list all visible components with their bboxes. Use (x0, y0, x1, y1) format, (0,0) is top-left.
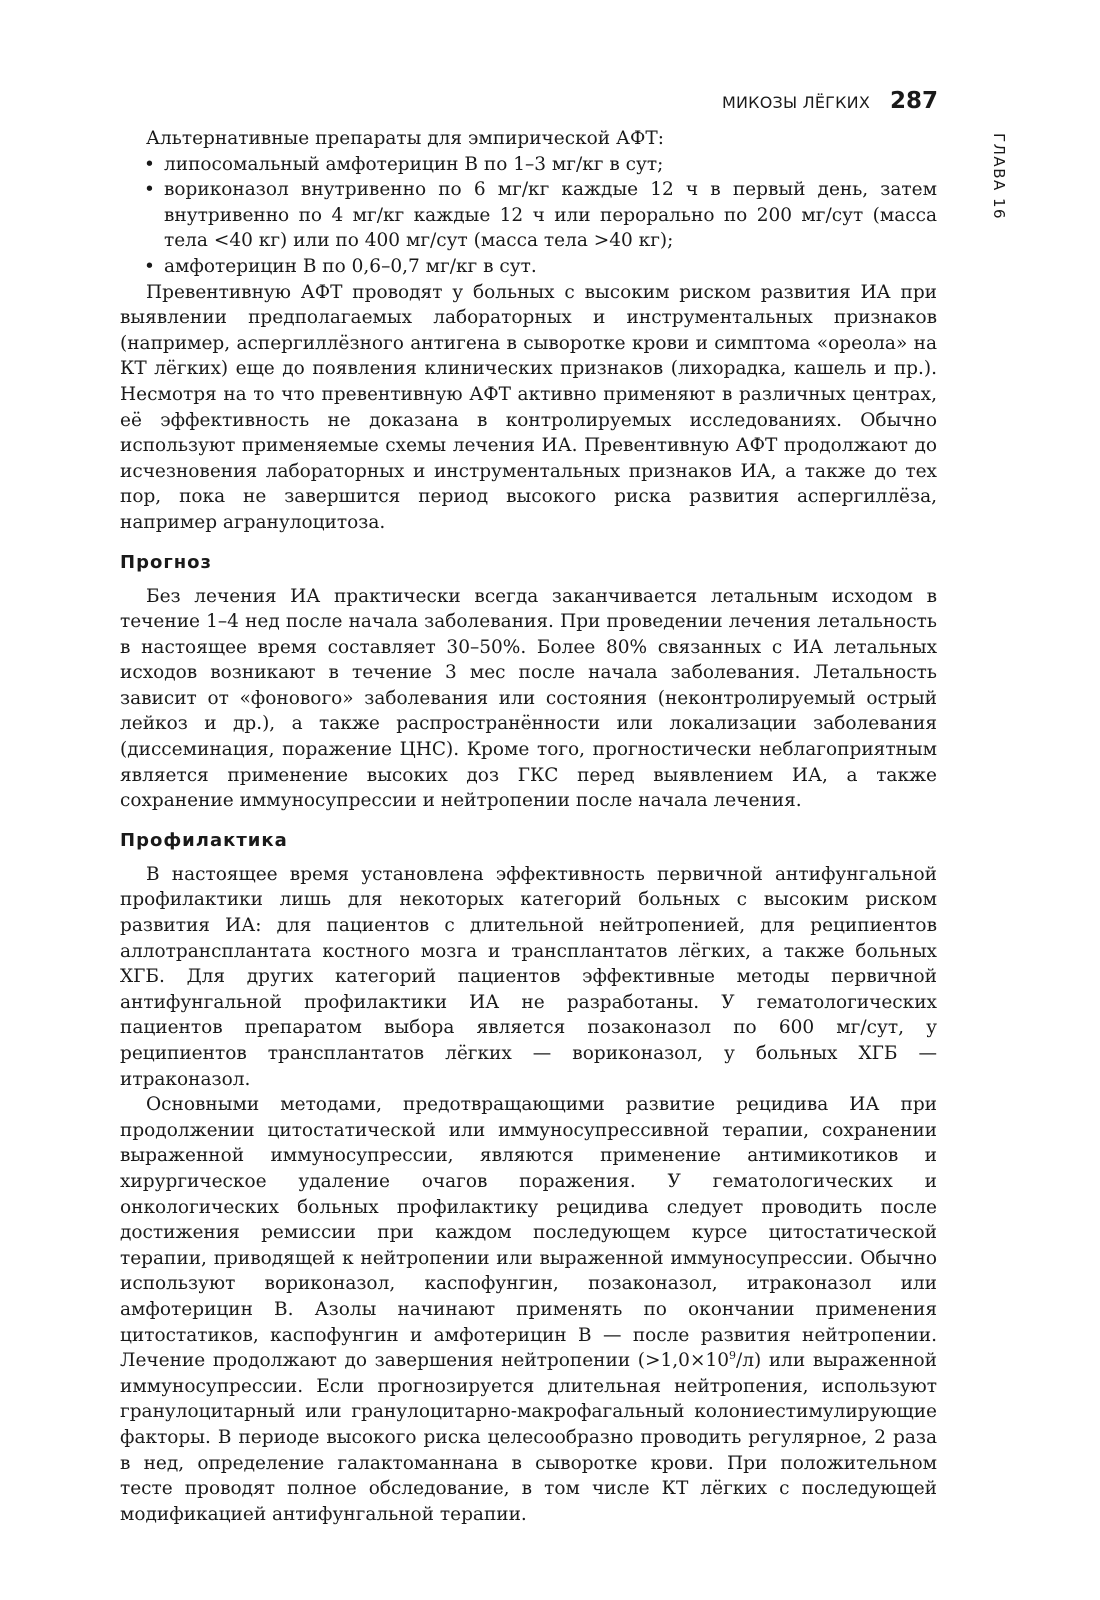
prognosis-paragraph: Без лечения ИА практически всегда заканчивается летальным исходом в течение 1–4 нед после начала заболевания. При проведении лечения летальность в настоящее время составляет 30–50%. Более 80% связанных с ИА летальных исходов возникают в течение 3 мес после начала заболевания. Летальность зависит от «фонового» заболевания или состояния (неконтролируемый острый лейкоз и др.), а также распространённости или локализации заболевания (диссеминация, поражение ЦНС). Кроме того, прогностически неблагоприятным является применение высоких доз ГКС перед выявлением ИА, а также сохранение иммуносупрессии и нейтропении после начала лечения. (120, 585, 937, 812)
paragraph-text: /л) или выраженной иммуносупрессии. Если прогнозируется длительная нейтропения, используют гранулоцитарный или гранулоцитарно-макрофагальный колониестимулирующие факторы. В периоде высокого риска целесообразно проводить регулярное, 2 раза в нед, определение галактоманнана в сыворотке крови. При положительном тесте проводят полное обследование, в том числе КТ лёгких с последующей модификацией антифунгальной терапии. (120, 1350, 937, 1525)
page-body (120, 126, 937, 1527)
list-item: • вориконазол внутривенно по 6 мг/кг каждые 12 ч в первый день, затем внутривенно по 4 мг/кг каждые 12 ч или перорально по 200 мг/сут (масса тела <40 кг) или по 400 мг/сут (масса тела >40 кг); (120, 177, 937, 254)
prophylaxis-paragraph-1: В настоящее время установлена эффективность первичной антифунгальной профилактики лишь для некоторых категорий больных с высоким риском развития ИА: для пациентов с длительной нейтропенией, для реципиентов аллотрансплантата костного мозга и трансплантатов лёгких, а также больных ХГБ. Для других категорий пациентов эффективные методы первичной антифунгальной профилактики ИА не разработаны. У гематологических пациентов препаратом выбора является позаконазол по 600 мг/сут, у реципиентов трансплантатов лёгких — вориконазол, у больных ХГБ — итраконазол. (120, 863, 937, 1090)
exponent: 9 (728, 1348, 736, 1362)
running-head (0, 88, 938, 114)
paragraph-text: Основными методами, предотвращающими развитие рецидива ИА при продолжении цитостатической или иммуносупрессивной терапии, сохранении выраженной иммуносупрессии, являются применение антимикотиков и хирургическое удаление очагов поражения. У гематологических и онкологических больных профилактику рецидива следует проводить после достижения ремиссии при каждом последующем курсе цитостатической терапии, приводящей к нейтропении или выраженной иммуносупрессии. Обычно используют вориконазол, каспофунгин, позаконазол, итраконазол или амфотерицин В. Азолы начинают применять по окончании применения цитостатиков, каспофунгин и амфотерицин В — после развития нейтропении. Лечение продолжают до завершения нейтропении (>1,0×10 (120, 1094, 937, 1372)
alt-drugs-intro: Альтернативные препараты для эмпирической АФТ: (146, 128, 664, 149)
page-number: 287 (889, 88, 938, 114)
list-item: • амфотерицин В по 0,6–0,7 мг/кг в сут. (120, 254, 937, 280)
prophylaxis-heading: Профилактика (120, 829, 288, 851)
list-item: • липосомальный амфотерицин В по 1–3 мг/кг в сут; (120, 152, 937, 178)
running-title: МИКОЗЫ ЛЁГКИХ (722, 93, 870, 112)
chapter-side-tab: ГЛАВА 16 (990, 133, 1008, 221)
preemptive-paragraph: Превентивную АФТ проводят у больных с высоким риском развития ИА при выявлении предполагаемых лабораторных и инструментальных признаков (например, аспергиллёзного антигена в сыворотке крови и симптома «ореола» на КТ лёгких) еще до появления клинических признаков (лихорадка, кашель и пр.). Несмотря на то что превентивную АФТ активно применяют в различных центрах, её эффективность не доказана в контролируемых исследованиях. Обычно используют применяемые схемы лечения ИА. Превентивную АФТ продолжают до исчезновения лабораторных и инструментальных признаков ИА, а также до тех пор, пока не завершится период высокого риска развития аспергиллёза, например агранулоцитоза. (120, 281, 937, 533)
alt-drugs-list (120, 152, 937, 280)
prophylaxis-paragraph-2 (120, 1092, 937, 1527)
prognosis-heading: Прогноз (120, 551, 212, 573)
